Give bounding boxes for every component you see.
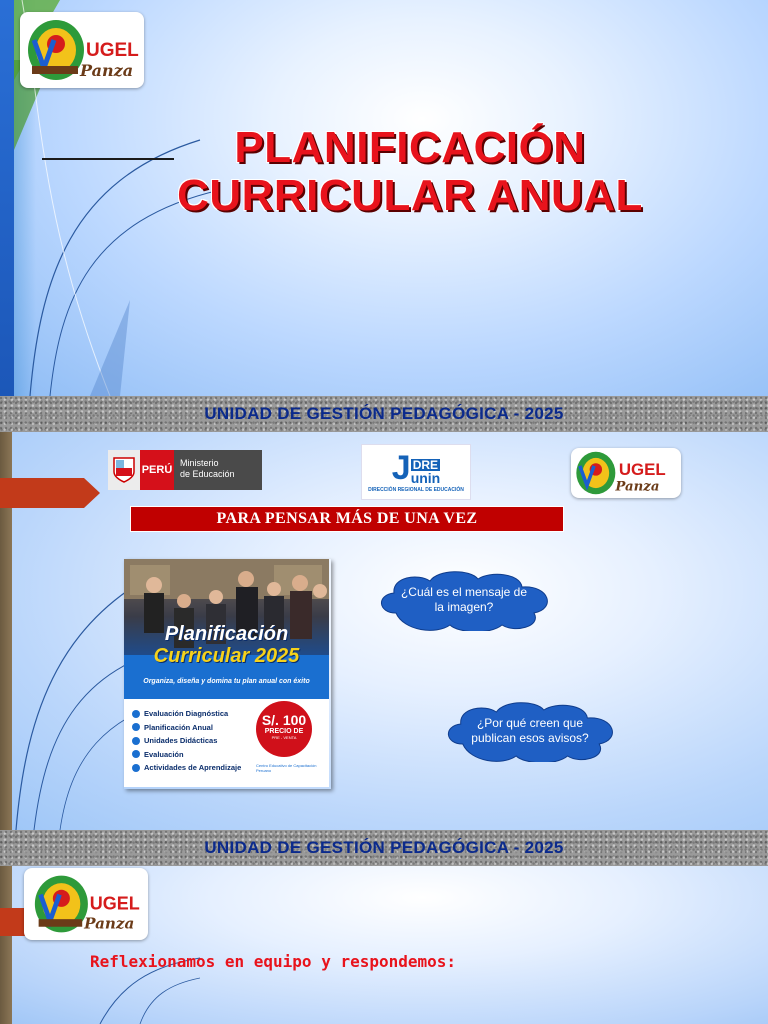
slide-teamwork	[0, 866, 768, 1024]
svg-text:Panza: Panza	[84, 914, 135, 933]
poster-item-list	[132, 707, 241, 775]
banner-text: UNIDAD DE GESTIÓN PEDAGÓGICA - 2025	[204, 404, 564, 423]
check-icon	[132, 723, 140, 731]
price-badge	[256, 701, 312, 757]
poster-item: Planificación Anual	[132, 721, 241, 735]
dre-bottom: unin	[410, 470, 441, 486]
course-poster	[124, 559, 329, 787]
price-label: PRECIO DE	[264, 728, 304, 735]
banner-middle	[0, 830, 768, 866]
title-line-2: CURRICULAR ANUAL	[177, 171, 643, 220]
minedu-country: PERÚ	[140, 450, 174, 490]
poster-item: Unidades Didácticas	[132, 734, 241, 748]
poster-title-line1: Planificación	[164, 623, 289, 645]
price-value: S/. 100	[261, 712, 307, 728]
poster-item: Evaluación	[132, 748, 241, 762]
check-icon	[132, 764, 140, 772]
minedu-name	[174, 450, 262, 490]
check-icon	[132, 737, 140, 745]
ugel-panza-logo	[20, 12, 144, 88]
svg-text:UGEL: UGEL	[89, 893, 140, 914]
question-1-text: ¿Cuál es el mensaje de la imagen?	[400, 585, 528, 614]
question-2-text: ¿Por qué creen que publican esos avisos?	[471, 716, 589, 745]
price-note: PRE - VENTA	[271, 735, 297, 740]
banner-top	[0, 396, 768, 432]
poster-item: Evaluación Diagnóstica	[132, 707, 241, 721]
peru-shield-icon	[108, 450, 140, 490]
poster-provider: Centro Educativo de Capacitación Peruano	[256, 763, 317, 773]
minedu-name-line1: Ministerio	[180, 458, 219, 468]
svg-text:Panza: Panza	[615, 479, 660, 495]
minedu-name-line2: de Educación	[180, 469, 235, 479]
check-icon	[132, 710, 140, 718]
dre-top: DRE	[411, 459, 441, 471]
slide-reflection	[0, 432, 768, 830]
question-cloud-1	[374, 569, 554, 631]
slide-title	[0, 0, 768, 396]
reflection-prompt: Reflexionamos en equipo y respondemos:	[90, 952, 457, 971]
ugel-panza-logo-small	[571, 448, 681, 498]
page-title	[90, 124, 730, 220]
poster-title-line2: Curricular 2025	[153, 645, 300, 667]
section-heading-text: PARA PENSAR MÁS DE UNA VEZ	[216, 510, 478, 527]
dre-junin-logo	[361, 444, 471, 500]
left-bar	[0, 866, 12, 1024]
question-cloud-2	[441, 700, 619, 762]
logo-panza-word: Panza	[80, 61, 134, 80]
ugel-panza-logo	[24, 868, 148, 940]
arrow-shape	[0, 478, 100, 508]
poster-tagline: Organiza, diseña y domina tu plan anual con éxito	[143, 678, 310, 685]
logo-ugel-word: UGEL	[86, 40, 139, 61]
poster-item: Actividades de Aprendizaje	[132, 761, 241, 775]
dre-subtitle: DIRECCIÓN REGIONAL DE EDUCACIÓN	[368, 487, 464, 493]
dre-prefix: J	[391, 449, 411, 487]
title-line-1: PLANIFICACIÓN	[234, 123, 586, 172]
section-heading	[130, 506, 564, 532]
check-icon	[132, 750, 140, 758]
banner-text: UNIDAD DE GESTIÓN PEDAGÓGICA - 2025	[204, 838, 564, 857]
minedu-logo	[108, 450, 262, 490]
svg-text:UGEL: UGEL	[618, 459, 666, 479]
